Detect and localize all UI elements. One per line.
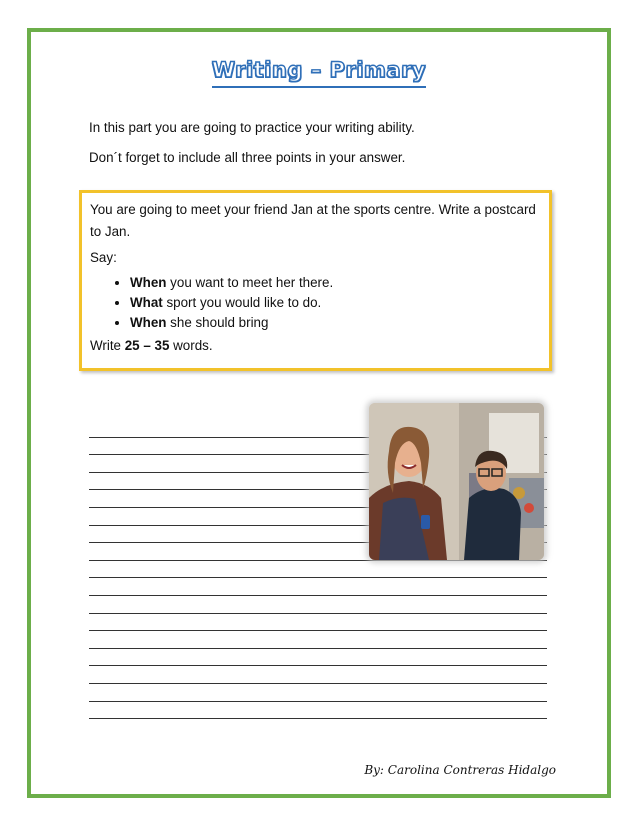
intro-line-2: Don´t forget to include all three points in your answer. — [89, 150, 406, 165]
task-prompt: You are going to meet your friend Jan at the sports centre. Write a postcard to Jan. — [90, 202, 536, 239]
task-bullet: • What sport you would like to do. — [130, 293, 541, 313]
task-bullet: • When she should bring — [130, 313, 541, 333]
students-photo — [369, 403, 544, 560]
task-word-count: Write 25 – 35 words. — [90, 338, 213, 353]
writing-line[interactable] — [89, 578, 547, 596]
author-credit: By: Carolina Contreras Hidalgo — [364, 763, 556, 777]
task-bullet-list — [90, 273, 541, 333]
writing-line[interactable] — [89, 631, 547, 649]
task-say-label: Say: — [90, 250, 117, 265]
writing-line[interactable] — [89, 684, 547, 702]
task-bullet: • When you want to meet her there. — [130, 273, 541, 293]
intro-line-1: In this part you are going to practice your writing ability. — [89, 120, 415, 135]
writing-line[interactable] — [89, 614, 547, 632]
page-title: Writing – Primary — [211, 58, 427, 82]
title-underline — [212, 86, 426, 88]
writing-line[interactable] — [89, 702, 547, 720]
writing-line[interactable] — [89, 666, 547, 684]
writing-line[interactable] — [89, 596, 547, 614]
writing-line[interactable] — [89, 561, 547, 579]
writing-line[interactable] — [89, 649, 547, 667]
task-box — [79, 190, 552, 371]
